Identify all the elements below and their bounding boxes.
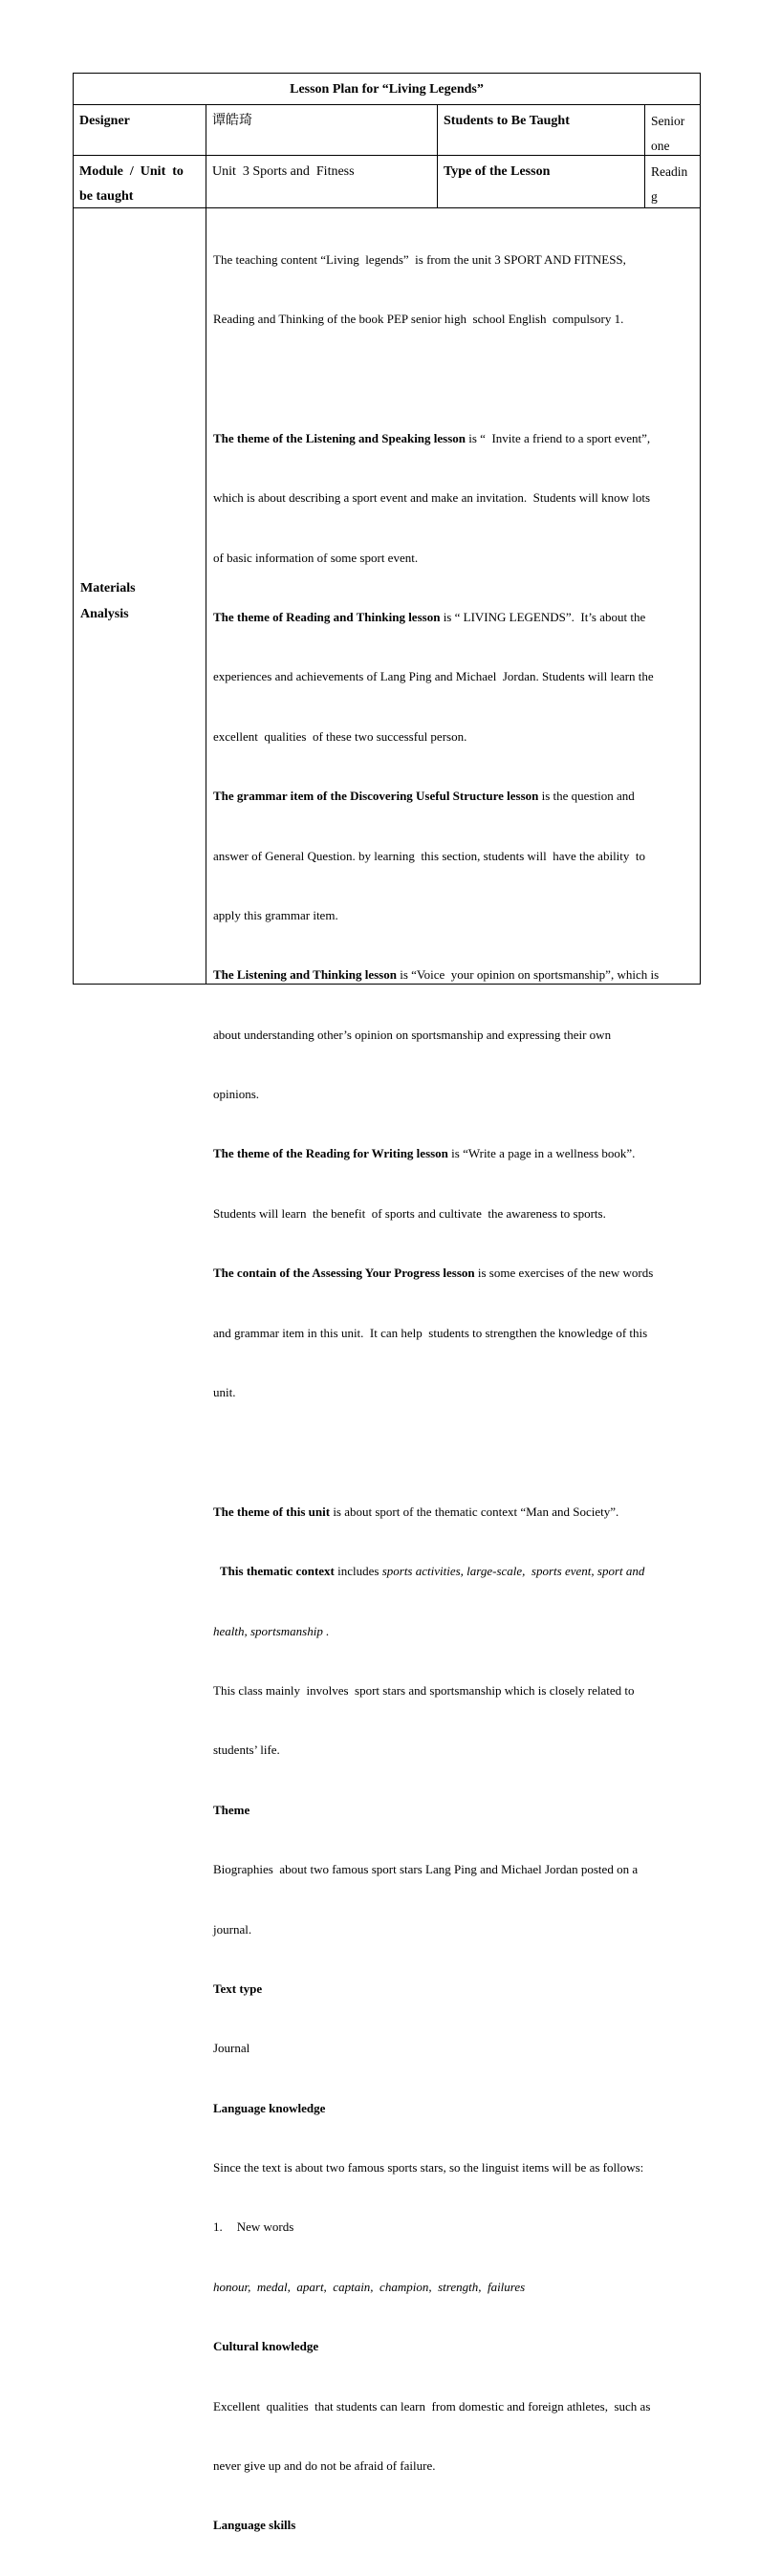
new-words-item — [213, 2218, 694, 2238]
language-knowledge-text: Since the text is about two famous sports stars, so the linguist items will be as follows: — [213, 2160, 644, 2176]
list-number: 1. — [213, 2219, 223, 2235]
cultural-knowledge-text: Excellent qualities that students can learn from domestic and foreign athletes, such as — [213, 2398, 651, 2414]
tc-italic: health, sportsmanship . — [213, 1623, 330, 1638]
module-label — [74, 156, 206, 207]
theme-text: journal. — [213, 1921, 252, 1937]
type-value-line1: Readin — [651, 164, 688, 179]
materials-row — [74, 208, 700, 2533]
language-skills-heading: Language skills — [213, 2518, 296, 2533]
students-label: Students to Be Taught — [438, 105, 645, 155]
unit-theme-para — [213, 1503, 694, 1523]
module-value: Unit 3 Sports and Fitness — [206, 156, 438, 207]
rt-heading: The theme of Reading and Thinking lesson — [213, 609, 441, 624]
page-title: Lesson Plan for “Living Legends” — [290, 82, 484, 97]
ls-text: which is about describing a sport event and make an invitation. Students will know lots — [213, 490, 651, 506]
thematic-context-para — [213, 1562, 694, 1582]
materials-label-line1: Materials — [80, 581, 136, 595]
type-value — [645, 156, 701, 207]
intro-line: Reading and Thinking of the book PEP senior high school English compulsory 1. — [213, 311, 624, 326]
listening-thinking-para — [213, 965, 694, 985]
lt-text: opinions. — [213, 1087, 260, 1102]
tu-text: is about sport of the thematic context “Man and Society”. — [330, 1504, 619, 1519]
listening-speaking-para — [213, 429, 694, 449]
lt-text: about understanding other’s opinion on sportsmanship and expressing their own — [213, 1027, 612, 1042]
students-value-line1: Senior — [651, 114, 685, 128]
grammar-para — [213, 787, 694, 807]
gr-text: apply this grammar item. — [213, 907, 338, 922]
rt-text: excellent qualities of these two successful person. — [213, 728, 467, 744]
tu-heading: The theme of this unit — [213, 1504, 331, 1519]
gr-heading: The grammar item of the Discovering Useful Structure lesson — [213, 789, 539, 804]
ls-text: is “ Invite a friend to a sport event”, — [466, 430, 651, 445]
students-value-line2: one — [651, 139, 670, 153]
assessing-para — [213, 1264, 694, 1284]
lt-text: is “Voice your opinion on sportsmanship”, which is — [396, 967, 660, 983]
text-type-text: Journal — [213, 2041, 250, 2056]
ay-text: unit. — [213, 1385, 236, 1400]
designer-label: Designer — [74, 105, 206, 155]
ls-heading: The theme of the Listening and Speaking lesson — [213, 430, 466, 445]
ay-text: and grammar item in this unit. It can help students to strengthen the knowledge of this — [213, 1325, 648, 1340]
type-value-line2: g — [651, 189, 658, 204]
reading-thinking-para — [213, 608, 694, 628]
materials-label — [80, 575, 136, 627]
tc-italic: sports activities, large-scale, sports event, sport and — [381, 1564, 645, 1579]
materials-label-line2: Analysis — [80, 607, 129, 621]
materials-content — [206, 208, 701, 2533]
tc-text: includes — [334, 1564, 382, 1579]
rt-text: experiences and achievements of Lang Ping and Michael Jordan. Students will learn the — [213, 669, 654, 684]
gr-text: is the question and — [538, 789, 635, 804]
theme-text: Biographies about two famous sport stars Lang Ping and Michael Jordan posted on a — [213, 1862, 639, 1877]
theme-heading: Theme — [213, 1802, 250, 1817]
cultural-knowledge-text: never give up and do not be afraid of failure. — [213, 2458, 436, 2474]
class-text: students’ life. — [213, 1743, 280, 1758]
module-label-line2: be taught — [79, 189, 134, 204]
designer-value: 谭皓琦 — [206, 105, 438, 155]
materials-label-cell — [74, 208, 206, 985]
cultural-knowledge-heading: Cultural knowledge — [213, 2339, 319, 2354]
new-words-list: honour, medal, apart, captain, champion, strength, failures — [213, 2279, 526, 2294]
lt-heading: The Listening and Thinking lesson — [213, 967, 397, 983]
designer-row — [74, 105, 700, 156]
tc-heading: This thematic context — [220, 1564, 335, 1579]
module-label-line1: Module / Unit to — [79, 164, 184, 179]
intro-line: The teaching content “Living legends” is from the unit 3 SPORT AND FITNESS, — [213, 251, 626, 267]
reading-writing-para — [213, 1144, 694, 1164]
rw-heading: The theme of the Reading for Writing lesson — [213, 1146, 448, 1161]
lesson-plan-table — [73, 73, 701, 2533]
ay-heading: The contain of the Assessing Your Progress lesson — [213, 1266, 475, 1281]
gr-text: answer of General Question. by learning this section, students will have the ability to — [213, 848, 646, 863]
title-row — [74, 74, 700, 105]
class-text: This class mainly involves sport stars and sportsmanship which is closely related to — [213, 1682, 635, 1698]
module-row — [74, 156, 700, 208]
language-knowledge-heading: Language knowledge — [213, 2100, 326, 2115]
new-words-label: New words — [236, 2219, 294, 2235]
students-value — [645, 105, 701, 155]
ay-text: is some exercises of the new words — [474, 1266, 654, 1281]
type-label: Type of the Lesson — [438, 156, 645, 207]
rw-text: Students will learn the benefit of sports and cultivate the awareness to sports. — [213, 1205, 606, 1221]
text-type-heading: Text type — [213, 1981, 263, 1996]
rw-text: is “Write a page in a wellness book”. — [447, 1146, 636, 1161]
rt-text: is “ LIVING LEGENDS”. It’s about the — [440, 609, 646, 624]
ls-text: of basic information of some sport event. — [213, 550, 419, 565]
